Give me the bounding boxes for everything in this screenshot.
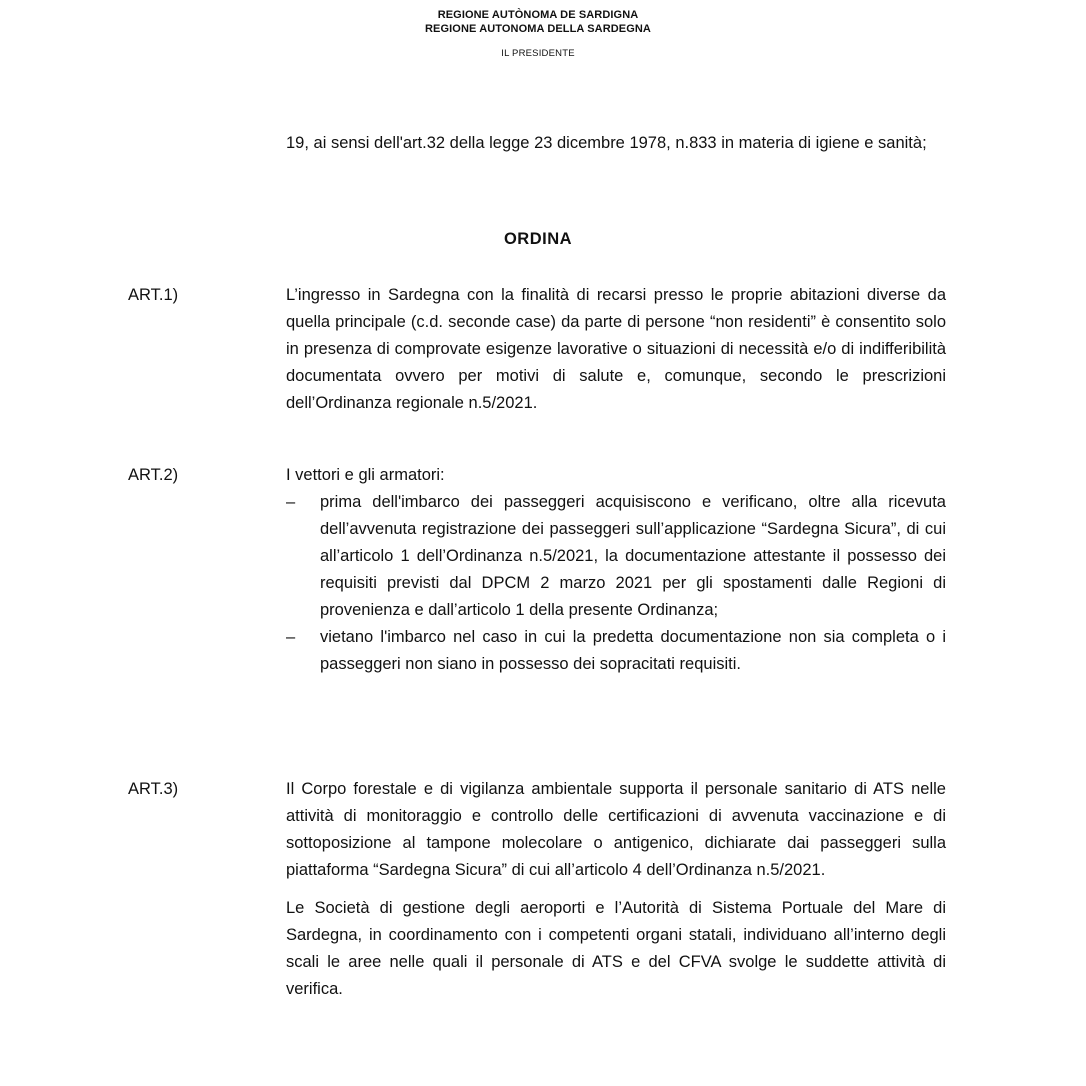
article-2-label: ART.2) <box>128 466 179 484</box>
list-item <box>286 624 946 678</box>
office-title: IL PRESIDENTE <box>501 48 575 59</box>
article-3-label: ART.3) <box>128 780 179 798</box>
article-2-intro: I vettori e gli armatori: <box>286 466 445 484</box>
bullet-dash: – <box>286 628 296 646</box>
region-name-sardinian: REGIONE AUTÒNOMA DE SARDIGNA <box>437 9 639 21</box>
section-heading: ORDINA <box>503 230 573 248</box>
list-item-text: prima dell'imbarco dei passeggeri acquisiscono e verificano, oltre alla ricevuta dell’avvenuta registrazione dei passeggeri sull’applicazione “Sardegna Sicura”, di cui all’articolo 1 dell’Ordinanza n.5/2021, la documentazione attestante il possesso dei requisiti previsti dal DPCM 2 marzo 2021 per gli spostamenti dalle Regioni di provenienza e dall’articolo 1 della presente Ordinanza; <box>320 493 946 619</box>
article-3-body <box>286 776 946 1003</box>
list-item-text: vietano l'imbarco nel caso in cui la predetta documentazione non sia completa o i passeggeri non siano in possesso dei sopracitati requisiti. <box>320 628 946 673</box>
list-item <box>286 489 946 624</box>
region-name-italian: REGIONE AUTONOMA DELLA SARDEGNA <box>425 23 651 35</box>
bullet-dash: – <box>286 493 296 511</box>
article-3-paragraph-1: Il Corpo forestale e di vigilanza ambientale supporta il personale sanitario di ATS nelle attività di monitoraggio e controllo delle certificazioni di avvenuta vaccinazione e di sottoposizione al tampone molecolare o antigenico, dichiarate dai passeggeri sulla piattaforma “Sardegna Sicura” di cui all’articolo 4 dell’Ordinanza n.5/2021. <box>286 780 946 879</box>
intro-paragraph: 19, ai sensi dell'art.32 della legge 23 dicembre 1978, n.833 in materia di igiene e sanità; <box>286 134 927 152</box>
article-2-body <box>286 462 946 678</box>
letterhead <box>0 8 1076 60</box>
article-1-text: L’ingresso in Sardegna con la finalità di recarsi presso le proprie abitazioni diverse da quella principale (c.d. seconde case) da parte di persone “non residenti” è consentito solo in presenza di comprovate esigenze lavorative o situazioni di necessità e/o di indifferibilità documentata ovvero per motivi di salute e, comunque, secondo le prescrizioni dell’Ordinanza regionale n.5/2021. <box>286 286 946 412</box>
article-1-label: ART.1) <box>128 286 179 304</box>
article-3-paragraph-2: Le Società di gestione degli aeroporti e l’Autorità di Sistema Portuale del Mare di Sardegna, in coordinamento con i competenti organi statali, individuano all’interno degli scali le aree nelle quali il personale di ATS e del CFVA svolge le suddette attività di verifica. <box>286 899 946 998</box>
